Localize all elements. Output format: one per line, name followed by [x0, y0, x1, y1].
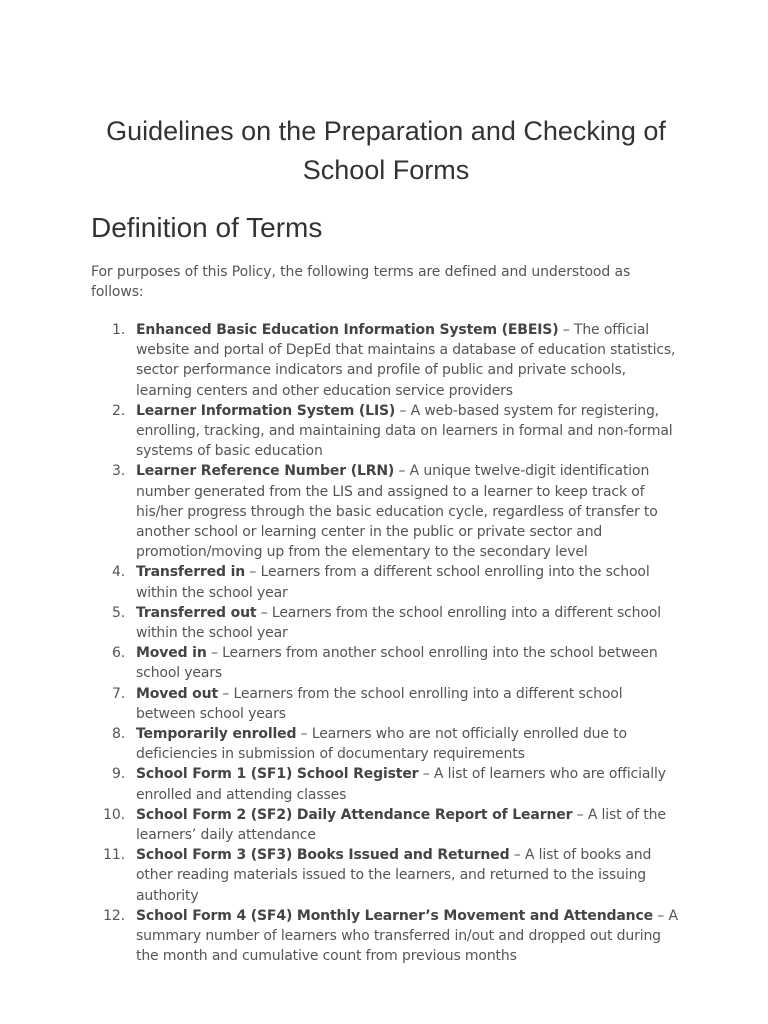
- list-number: 1.: [111, 322, 125, 338]
- term-name: Learner Reference Number (LRN): [136, 463, 395, 480]
- term-list-item: [91, 401, 681, 462]
- term-definition: – Learners who are not officially enrolled due to deficiencies in submission of documentary requirements: [136, 726, 627, 763]
- term-list-item: [91, 461, 681, 562]
- term-name: Enhanced Basic Education Information System (EBEIS): [136, 322, 559, 338]
- term-definition: – A summary number of learners who transferred in/out and dropped out during the month and cumulative count from previous months: [136, 907, 678, 965]
- term-name: Transferred out: [136, 604, 257, 621]
- term-list-item: [91, 562, 681, 602]
- term-definition: – The official website and portal of DepEd that maintains a database of education statistics, sector performance indicators and profile of public and private schools, learning centers and other education service providers: [136, 322, 676, 399]
- term-list-item: [91, 724, 681, 764]
- term-definition: – A web-based system for registering, enrolling, tracking, and maintaining data on learners in formal and non-formal systems of basic education: [136, 402, 673, 460]
- list-number: 4.: [111, 564, 125, 581]
- terms-list: [91, 320, 681, 967]
- term-list-item: [91, 643, 681, 683]
- term-definition: – Learners from the school enrolling into a different school within the school year: [136, 604, 661, 642]
- term-definition: – A list of learners who are officially enrolled and attending classes: [136, 766, 666, 803]
- list-number: 9.: [111, 766, 125, 783]
- intro-paragraph: For purposes of this Policy, the following terms are defined and understood as follows:: [91, 264, 631, 300]
- term-definition: – Learners from a different school enrolling into the school within the school year: [136, 564, 650, 601]
- document-title: Guidelines on the Preparation and Checking of School Forms: [106, 116, 666, 185]
- document-page: [91, 112, 681, 967]
- list-number: 2.: [111, 402, 125, 419]
- term-name: School Form 4 (SF4) Monthly Learner’s Movement and Attendance: [136, 907, 653, 924]
- term-name: Learner Information System (LIS): [136, 402, 396, 419]
- list-number: 3.: [111, 463, 125, 480]
- term-list-item: [91, 906, 681, 967]
- term-list-item: [91, 805, 681, 845]
- list-number: 8.: [111, 726, 125, 743]
- term-name: Temporarily enrolled: [136, 726, 297, 743]
- term-definition: – Learners from the school enrolling into a different school between school years: [136, 685, 623, 722]
- list-number: 11.: [103, 847, 125, 864]
- term-name: Moved in: [136, 645, 207, 662]
- term-definition: – A unique twelve-digit identification number generated from the LIS and assigned to a learner to keep track of his/her progress through the basic education cycle, regardless of transfer to another school or learning center in the public or private sector and promotion/moving up from the elementary to the secondary level: [136, 463, 658, 561]
- term-name: Moved out: [136, 685, 218, 702]
- term-name: School Form 3 (SF3) Books Issued and Returned: [136, 847, 510, 864]
- term-definition: – A list of books and other reading materials issued to the learners, and returned to the issuing authority: [136, 847, 652, 904]
- term-list-item: [91, 845, 681, 906]
- list-number: 7.: [111, 685, 125, 702]
- term-name: School Form 1 (SF1) School Register: [136, 766, 419, 783]
- section-heading: Definition of Terms: [91, 212, 323, 243]
- term-list-item: [91, 684, 681, 724]
- list-number: 5.: [111, 604, 125, 621]
- term-definition: – Learners from another school enrolling into the school between school years: [136, 645, 658, 682]
- term-name: Transferred in: [136, 564, 246, 581]
- term-list-item: [91, 764, 681, 804]
- term-name: School Form 2 (SF2) Daily Attendance Report of Learner: [136, 806, 573, 823]
- list-number: 12.: [103, 907, 125, 924]
- list-number: 6.: [111, 645, 125, 662]
- list-number: 10.: [103, 806, 125, 823]
- term-definition: – A list of the learners’ daily attendance: [136, 806, 666, 844]
- term-list-item: [91, 320, 681, 401]
- term-list-item: [91, 603, 681, 643]
